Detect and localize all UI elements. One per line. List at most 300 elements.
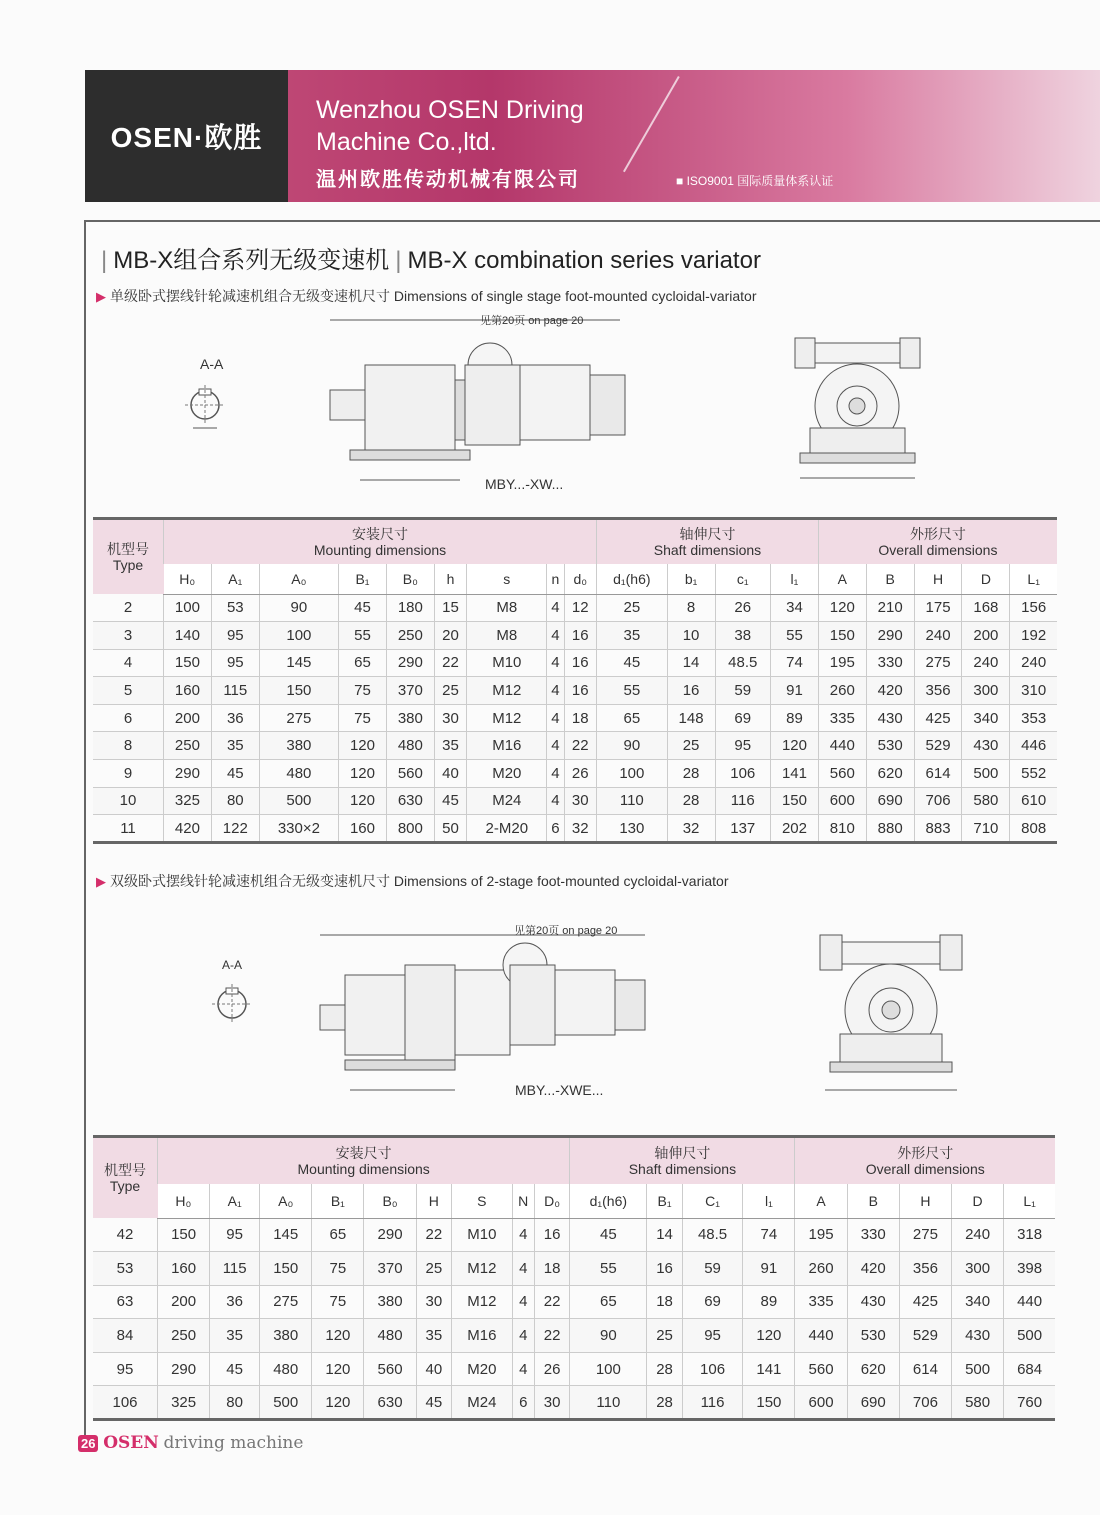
table-cell: 600 (795, 1386, 847, 1420)
table-cell: 74 (743, 1218, 795, 1252)
table-cell: 116 (682, 1386, 743, 1420)
table-cell: 300 (952, 1252, 1004, 1286)
table-cell: M20 (452, 1352, 513, 1386)
section2-dimension-table (93, 1135, 1055, 1421)
table-cell: 260 (818, 677, 866, 705)
table-cell: 4 (547, 704, 564, 732)
table-cell: 195 (795, 1218, 847, 1252)
table-cell: 28 (647, 1352, 682, 1386)
table-cell: 380 (364, 1285, 416, 1319)
table-cell: 530 (847, 1319, 899, 1353)
table-cell: 90 (259, 594, 338, 622)
company-name-cn: 温州欧胜传动机械有限公司 (316, 169, 580, 191)
table-cell: 440 (795, 1319, 847, 1353)
table-cell: M16 (452, 1319, 513, 1353)
table-cell: 45 (210, 1352, 260, 1386)
table-cell: 18 (647, 1285, 682, 1319)
table-cell: 6 (547, 815, 564, 843)
table-cell: 106 (682, 1352, 743, 1386)
table-cell: 560 (386, 760, 434, 788)
table-cell: 65 (339, 649, 387, 677)
section1-aa-label: A-A (200, 356, 224, 372)
table-cell: 32 (564, 815, 597, 843)
table-cell: 275 (899, 1218, 951, 1252)
table-cell: 4 (512, 1252, 534, 1286)
brand-logo: OSEN·欧胜 (85, 70, 288, 202)
table-cell: 430 (962, 732, 1010, 760)
table-row (93, 732, 1057, 760)
table-cell: 290 (386, 649, 434, 677)
table-cell: 45 (339, 594, 387, 622)
table-cell: 630 (386, 787, 434, 815)
column-header: l₁ (743, 1184, 795, 1218)
table-cell: 275 (260, 1285, 312, 1319)
table-cell: 95 (211, 622, 259, 650)
table-cell: 40 (434, 760, 467, 788)
table-cell: 18 (534, 1252, 569, 1286)
table-cell: 120 (771, 732, 819, 760)
table-cell: M10 (452, 1218, 513, 1252)
table-cell: 690 (847, 1386, 899, 1420)
table-cell: 325 (164, 787, 212, 815)
table-cell: 22 (564, 732, 597, 760)
table-cell: 25 (597, 594, 668, 622)
type-cell: 4 (93, 649, 164, 677)
table-cell: 95 (715, 732, 771, 760)
page-footer (78, 1433, 303, 1453)
table-cell: 30 (534, 1386, 569, 1420)
table-cell: 120 (312, 1386, 364, 1420)
table-cell: 356 (914, 677, 962, 705)
overall-dimensions-header: 外形尺寸 Overall dimensions (818, 519, 1057, 565)
table-cell: 370 (386, 677, 434, 705)
table-cell: 150 (818, 622, 866, 650)
type-cell: 95 (93, 1352, 158, 1386)
table-cell: 290 (364, 1218, 416, 1252)
table-cell: 22 (534, 1319, 569, 1353)
table-cell: 168 (962, 594, 1010, 622)
table-cell: 150 (743, 1386, 795, 1420)
table-cell: 18 (564, 704, 597, 732)
table-cell: 120 (312, 1319, 364, 1353)
table-cell: 610 (1010, 787, 1057, 815)
section1-page-ref: 见第20页 on page 20 (480, 315, 584, 327)
table-cell: 75 (339, 704, 387, 732)
column-header: s (467, 564, 547, 594)
table-cell: 120 (339, 732, 387, 760)
table-cell: 28 (667, 787, 715, 815)
table-cell: 330 (847, 1218, 899, 1252)
table-cell: 25 (667, 732, 715, 760)
table-row (93, 704, 1057, 732)
footer-label: driving machine (163, 1433, 304, 1453)
table-cell: 16 (564, 622, 597, 650)
table-cell: 370 (364, 1252, 416, 1286)
table-cell: M20 (467, 760, 547, 788)
section2-shaft-section-drawing (200, 972, 260, 1042)
table-cell: 8 (667, 594, 715, 622)
table-cell: 4 (547, 677, 564, 705)
table-cell: 192 (1010, 622, 1057, 650)
column-header: H (899, 1184, 951, 1218)
table-cell: 12 (564, 594, 597, 622)
table-cell: 91 (743, 1252, 795, 1286)
arrow-icon: ▶ (96, 874, 106, 889)
column-header: B₀ (386, 564, 434, 594)
table-cell: 45 (597, 649, 668, 677)
table-cell: 480 (259, 760, 338, 788)
section2-model-label: MBY...-XWE... (515, 1082, 604, 1098)
table-cell: 89 (743, 1285, 795, 1319)
table-cell: 45 (416, 1386, 451, 1420)
table-cell: 50 (434, 815, 467, 843)
table-cell: 4 (547, 649, 564, 677)
table-cell: 300 (962, 677, 1010, 705)
table-cell: 529 (899, 1319, 951, 1353)
table-cell: 150 (259, 677, 338, 705)
type-cell: 2 (93, 594, 164, 622)
table-cell: 275 (259, 704, 338, 732)
table-cell: 356 (899, 1252, 951, 1286)
type-cell: 8 (93, 732, 164, 760)
table-cell: 53 (211, 594, 259, 622)
table-cell: 580 (952, 1386, 1004, 1420)
table-cell: 500 (259, 787, 338, 815)
table-cell: 110 (597, 787, 668, 815)
column-header: d₁(h6) (570, 1184, 647, 1218)
table-cell: 145 (259, 649, 338, 677)
column-header: B₀ (364, 1184, 416, 1218)
page-number: 26 (78, 1435, 98, 1452)
table-cell: 440 (1004, 1285, 1055, 1319)
table-cell: 20 (434, 622, 467, 650)
column-header: l₁ (771, 564, 819, 594)
column-header: A₁ (210, 1184, 260, 1218)
overall-dimensions-header: 外形尺寸 Overall dimensions (795, 1137, 1055, 1185)
table-cell: 14 (647, 1218, 682, 1252)
table-cell: 30 (434, 704, 467, 732)
type-cell: 5 (93, 677, 164, 705)
table-row (93, 1218, 1055, 1252)
column-header: A₁ (211, 564, 259, 594)
type-cell: 9 (93, 760, 164, 788)
column-header: A (818, 564, 866, 594)
table-cell: 529 (914, 732, 962, 760)
table-row (93, 1252, 1055, 1286)
table-cell: 15 (434, 594, 467, 622)
table-cell: 22 (416, 1218, 451, 1252)
table-cell: 620 (847, 1352, 899, 1386)
column-header: b₁ (667, 564, 715, 594)
type-cell: 106 (93, 1386, 158, 1420)
table-cell: 4 (547, 760, 564, 788)
column-header: n (547, 564, 564, 594)
arrow-icon: ▶ (96, 289, 106, 304)
table-cell: 130 (597, 815, 668, 843)
table-cell: 90 (570, 1319, 647, 1353)
table-cell: 28 (647, 1386, 682, 1420)
table-cell: 614 (899, 1352, 951, 1386)
table-cell: 100 (597, 760, 668, 788)
table-cell: 325 (158, 1386, 210, 1420)
table-cell: 880 (866, 815, 914, 843)
footer-brand: OSEN (103, 1433, 159, 1453)
table-cell: 160 (164, 677, 212, 705)
table-cell: 69 (682, 1285, 743, 1319)
section1-dimension-table (93, 517, 1057, 844)
table-cell: 175 (914, 594, 962, 622)
table-row (93, 649, 1057, 677)
table-cell: 16 (564, 677, 597, 705)
table-cell: 35 (210, 1319, 260, 1353)
table-cell: 250 (158, 1319, 210, 1353)
table-cell: 500 (1004, 1319, 1055, 1353)
column-header: d₀ (564, 564, 597, 594)
table-cell: 59 (715, 677, 771, 705)
section2-subtitle: ▶ 双级卧式摆线针轮减速机组合无级变速机尺寸 Dimensions of 2-stage foot-mounted cycloidal-variator (96, 873, 729, 889)
table-cell: 122 (211, 815, 259, 843)
table-cell: 150 (164, 649, 212, 677)
table-cell: 240 (1010, 649, 1057, 677)
table-cell: 106 (715, 760, 771, 788)
section1-subtitle: ▶ 单级卧式摆线针轮减速机组合无级变速机尺寸 Dimensions of single stage foot-mounted cycloidal-variator (96, 288, 757, 304)
table-cell: 40 (416, 1352, 451, 1386)
column-header: B (847, 1184, 899, 1218)
table-cell: 55 (570, 1252, 647, 1286)
table-cell: 706 (914, 787, 962, 815)
mounting-dimensions-header: 安装尺寸 Mounting dimensions (164, 519, 597, 565)
table-cell: 145 (260, 1218, 312, 1252)
column-header: H (416, 1184, 451, 1218)
column-header: L₁ (1010, 564, 1057, 594)
table-cell: 4 (547, 594, 564, 622)
shaft-dimensions-header: 轴伸尺寸 Shaft dimensions (597, 519, 819, 565)
table-cell: 75 (312, 1285, 364, 1319)
table-cell: 4 (512, 1285, 534, 1319)
section1-end-view-drawing (770, 328, 945, 493)
table-cell: 35 (416, 1319, 451, 1353)
table-cell: 80 (211, 787, 259, 815)
table-cell: 500 (962, 760, 1010, 788)
table-cell: 202 (771, 815, 819, 843)
table-cell: 480 (364, 1319, 416, 1353)
table-cell: 430 (866, 704, 914, 732)
table-cell: 28 (667, 760, 715, 788)
table-cell: 80 (210, 1386, 260, 1420)
table-cell: 26 (715, 594, 771, 622)
table-cell: 690 (866, 787, 914, 815)
table-cell: 480 (260, 1352, 312, 1386)
section1-side-view-drawing (320, 310, 650, 490)
table-cell: 91 (771, 677, 819, 705)
table-cell: 420 (847, 1252, 899, 1286)
table-row (93, 1386, 1055, 1420)
table-cell: M12 (467, 677, 547, 705)
table-cell: 340 (952, 1285, 1004, 1319)
type-header: 机型号 Type (93, 1137, 158, 1219)
shaft-dimensions-header: 轴伸尺寸 Shaft dimensions (570, 1137, 795, 1185)
table-cell: M24 (467, 787, 547, 815)
table-cell: 45 (434, 787, 467, 815)
table-cell: 160 (158, 1252, 210, 1286)
table-cell: 335 (818, 704, 866, 732)
table-cell: 25 (416, 1252, 451, 1286)
table-cell: 100 (259, 622, 338, 650)
table-cell: 22 (434, 649, 467, 677)
table-cell: 95 (211, 649, 259, 677)
table-cell: 141 (743, 1352, 795, 1386)
table-cell: 65 (312, 1218, 364, 1252)
table-cell: 16 (564, 649, 597, 677)
table-cell: 95 (682, 1319, 743, 1353)
table-cell: 380 (259, 732, 338, 760)
table-row (93, 1352, 1055, 1386)
table-cell: 600 (818, 787, 866, 815)
section1-model-label: MBY...-XW... (485, 476, 564, 492)
column-header: B₁ (339, 564, 387, 594)
column-header: A₀ (260, 1184, 312, 1218)
table-row (93, 815, 1057, 843)
table-cell: 10 (667, 622, 715, 650)
table-row (93, 677, 1057, 705)
table-cell: 446 (1010, 732, 1057, 760)
table-cell: 210 (866, 594, 914, 622)
table-cell: 120 (339, 760, 387, 788)
column-header: D (952, 1184, 1004, 1218)
table-cell: 35 (211, 732, 259, 760)
table-cell: 500 (952, 1352, 1004, 1386)
table-cell: 330×2 (259, 815, 338, 843)
table-cell: 34 (771, 594, 819, 622)
table-cell: 614 (914, 760, 962, 788)
table-cell: M8 (467, 622, 547, 650)
table-cell: 22 (534, 1285, 569, 1319)
table-cell: 4 (512, 1319, 534, 1353)
table-cell: 55 (597, 677, 668, 705)
section2-side-view-drawing (315, 925, 660, 1105)
table-cell: 100 (570, 1352, 647, 1386)
table-cell: 684 (1004, 1352, 1055, 1386)
table-row (93, 1319, 1055, 1353)
section2-end-view-drawing (785, 930, 970, 1100)
table-cell: 6 (512, 1386, 534, 1420)
table-cell: 35 (597, 622, 668, 650)
table-cell: 552 (1010, 760, 1057, 788)
table-cell: 810 (818, 815, 866, 843)
table-cell: 140 (164, 622, 212, 650)
table-cell: 560 (818, 760, 866, 788)
column-header: B₁ (647, 1184, 682, 1218)
column-header: D (962, 564, 1010, 594)
table-cell: 65 (597, 704, 668, 732)
table-cell: 141 (771, 760, 819, 788)
table-cell: 560 (795, 1352, 847, 1386)
table-cell: 808 (1010, 815, 1057, 843)
section2-aa-label: A-A (222, 958, 243, 972)
column-header: A₀ (259, 564, 338, 594)
table-cell: 430 (847, 1285, 899, 1319)
table-cell: 30 (416, 1285, 451, 1319)
column-header: H₀ (158, 1184, 210, 1218)
table-cell: 65 (570, 1285, 647, 1319)
table-cell: 160 (339, 815, 387, 843)
column-header: N (512, 1184, 534, 1218)
table-cell: 38 (715, 622, 771, 650)
table-cell: 425 (914, 704, 962, 732)
table-cell: 380 (260, 1319, 312, 1353)
table-cell: 353 (1010, 704, 1057, 732)
table-cell: 260 (795, 1252, 847, 1286)
table-cell: 115 (210, 1252, 260, 1286)
table-cell: 760 (1004, 1386, 1055, 1420)
table-cell: 89 (771, 704, 819, 732)
page-title: | MB-X组合系列无级变速机 | MB-X combination series variator (101, 247, 761, 274)
table-cell: 25 (647, 1319, 682, 1353)
table-cell: 200 (962, 622, 1010, 650)
type-cell: 42 (93, 1218, 158, 1252)
table-cell: 156 (1010, 594, 1057, 622)
column-header: h (434, 564, 467, 594)
table-cell: 48.5 (682, 1218, 743, 1252)
table-cell: 26 (534, 1352, 569, 1386)
section2-page-ref: 见第20页 on page 20 (514, 925, 618, 937)
table-cell: 4 (547, 787, 564, 815)
type-cell: 53 (93, 1252, 158, 1286)
table-cell: 55 (339, 622, 387, 650)
table-cell: 137 (715, 815, 771, 843)
type-cell: 6 (93, 704, 164, 732)
table-cell: 480 (386, 732, 434, 760)
table-cell: 120 (818, 594, 866, 622)
table-cell: 45 (570, 1218, 647, 1252)
column-header: B (866, 564, 914, 594)
table-cell: 150 (260, 1252, 312, 1286)
column-header: S (452, 1184, 513, 1218)
table-cell: 240 (962, 649, 1010, 677)
type-cell: 10 (93, 787, 164, 815)
table-cell: 800 (386, 815, 434, 843)
column-header: D₀ (534, 1184, 569, 1218)
table-cell: 90 (597, 732, 668, 760)
iso-certification: ■ ISO9001 国际质量体系认证 (676, 174, 834, 188)
table-cell: 430 (952, 1319, 1004, 1353)
table-cell: M16 (467, 732, 547, 760)
table-cell: 55 (771, 622, 819, 650)
table-cell: 148 (667, 704, 715, 732)
table-cell: 4 (547, 622, 564, 650)
table-cell: 110 (570, 1386, 647, 1420)
table-row (93, 622, 1057, 650)
column-header: C₁ (682, 1184, 743, 1218)
column-header: d₁(h6) (597, 564, 668, 594)
table-cell: 195 (818, 649, 866, 677)
table-cell: 275 (914, 649, 962, 677)
type-header: 机型号 Type (93, 519, 164, 595)
table-cell: 420 (866, 677, 914, 705)
table-cell: 120 (743, 1319, 795, 1353)
table-cell: 290 (164, 760, 212, 788)
column-header: L₁ (1004, 1184, 1055, 1218)
company-name-en: Wenzhou OSEN Driving Machine Co.,ltd. (316, 96, 584, 156)
table-cell: 240 (914, 622, 962, 650)
table-cell: 75 (339, 677, 387, 705)
table-cell: 75 (312, 1252, 364, 1286)
table-cell: M12 (452, 1285, 513, 1319)
table-cell: 100 (164, 594, 212, 622)
column-header: H (914, 564, 962, 594)
table-cell: M12 (452, 1252, 513, 1286)
table-cell: 16 (534, 1218, 569, 1252)
